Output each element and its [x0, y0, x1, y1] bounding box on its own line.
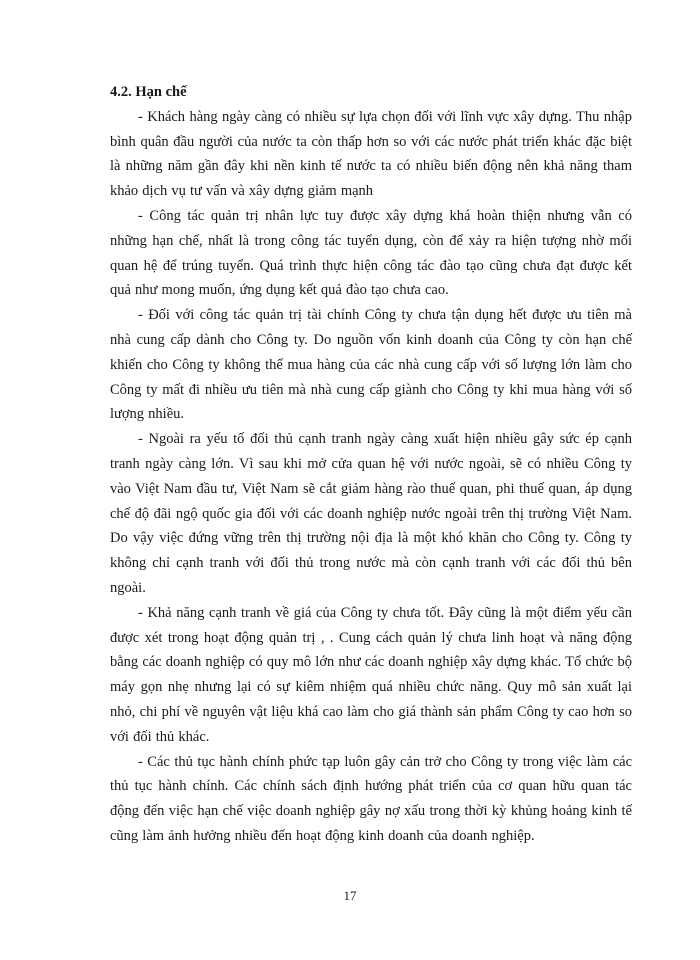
- document-body: [110, 80, 632, 849]
- paragraph: - Đối với công tác quản trị tài chính Công ty chưa tận dụng hết được ưu tiên mà nhà cung cấp dành cho Công ty. Do nguồn vốn kinh doanh của Công ty còn hạn chế khiến cho Công ty không thể mua hàng của các nhà cung cấp với số lượng lớn làm cho Công ty mất đi nhiều ưu tiên mà nhà cung cấp giành cho Công ty khi mua hàng với số lượng nhiều.: [110, 307, 632, 423]
- paragraph: - Khả năng cạnh tranh về giá của Công ty chưa tốt. Đây cũng là một điểm yếu cần được xét trong hoạt động quản trị , . Cung cách quản lý chưa linh hoạt và năng động bằng các doanh nghiệp có quy mô lớn như các doanh nghiệp xây dựng khác. Tổ chức bộ máy gọn nhẹ nhưng lại có sự kiêm nhiệm quá nhiều chức năng. Quy mô sản xuất lại nhỏ, chi phí về nguyên vật liệu khá cao làm cho giá thành sản phẩm Công ty cao hơn so với đối thủ khác.: [110, 604, 632, 745]
- paragraph: - Các thủ tục hành chính phức tạp luôn gây cản trở cho Công ty trong việc làm các thủ tục hành chính. Các chính sách định hướng phát triển của cơ quan hữu quan tác động đến việc hạn chế việc doanh nghiệp gây nợ xấu trong thời kỳ khủng hoảng kinh tế cũng làm ảnh hưởng nhiều đến hoạt động kinh doanh của doanh nghiệp.: [110, 753, 632, 844]
- page-number: 17: [343, 888, 357, 903]
- paragraph: - Công tác quản trị nhân lực tuy được xây dựng khá hoàn thiện nhưng vẫn có những hạn chế, nhất là trong công tác tuyển dụng, còn để xảy ra hiện tượng nhờ mối quan hệ để trúng tuyển. Quá trình thực hiện công tác đào tạo cũng chưa đạt được kết quả như mong muốn, ứng dụng kết quả đào tạo chưa cao.: [110, 207, 632, 299]
- paragraph: - Ngoài ra yếu tố đối thủ cạnh tranh ngày càng xuất hiện nhiều gây sức ép cạnh tranh ngày càng lớn. Vì sau khi mở cửa quan hệ với nước ngoài, sẽ có nhiều Công ty vào Việt Nam đầu tư, Việt Nam sẽ cắt giảm hàng rào thuế quan, phi thuế quan, áp dụng chế độ đãi ngộ quốc gia đối với các doanh nghiệp nước ngoài trên thị trường Việt Nam. Do vậy việc đứng vững trên thị trường nội địa là một khó khăn cho Công ty. Công ty không chỉ cạnh tranh với đối thủ trong nước mà còn cạnh tranh với các đối thủ bên ngoài.: [110, 431, 632, 596]
- paragraph: - Khách hàng ngày càng có nhiều sự lựa chọn đối với lĩnh vực xây dựng. Thu nhập bình quân đầu người của nước ta còn thấp hơn so với các nước phát triển khác đặc biệt là những năm gần đây khi nền kinh tế nước ta có nhiều biến động nên khả năng tham khảo dịch vụ tư vấn và xây dựng giảm mạnh: [110, 108, 632, 200]
- section-heading: 4.2. Hạn chế: [110, 84, 187, 100]
